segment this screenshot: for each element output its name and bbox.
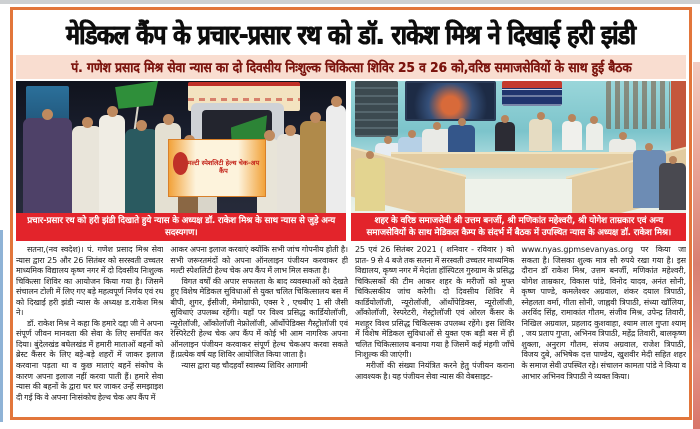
person-figure (659, 163, 686, 211)
window-shape (355, 81, 399, 137)
floor-shape (465, 179, 572, 213)
framed-picture-shape (405, 81, 496, 121)
wall-banner-shape (502, 81, 562, 106)
article-paragraph: डॉ. राकेश मिश्र ने कहा कि हमारे दद्दा जी ने अपना संपूर्ण जीवन मानवता की सेवा के लिए समर्पित कर दिया। बुंदेलखंड बघेलखंड में हमारी माताओं बहनों को ब्रेस्ट कैंसर के लिए बड़े-बड़े शहरों में जाकर इलाज करवाना पड़ता था व कुछ माताएं बहनें संकोच के कारण अपना इलाज नहीं करवा पाती हैं। हमारे सेवा न्यास की बहनों के द्वारा घर घर जाकर उन्हें समझाइश दी गई कि वे अपना निःसंकोच हेल्थ चेक अप कैंप में (16, 318, 164, 402)
person-figure (562, 121, 582, 150)
article-paragraph: विगत वर्षों की अपार सफलता के बाद व्यवस्थाओं को देखते हुए विशेष मेडिकल सुविधाओं से युक्त चलित चिकित्सालय बस में बीपी, शुगर, ईसीजी, मेमोग्राफी, एक्स रे , एचबीए 1 सी जैसी सुविधाएं उपलब्ध रहेंगी। यहाँ पर विश्व प्रसिद्ध कार्डियोलॉजी, न्यूरोलॉजी, ऑंकोलॉजी नेफ्रोलॉजी, ऑर्थोपेडिक्स गैस्ट्रोलॉजी एवं रेस्पिरेटरी हेल्थ चेक अप कैंप में कोई भी आम नागरिक अपना ऑनलाइन पंजीयन करवाकर संपूर्ण हेल्थ चेकअप करवा सकते हैं।प्रत्येक वर्ष यह शिविर आयोजित किया जाता है। (170, 276, 348, 360)
subheadline-band (16, 55, 686, 79)
person-figure (125, 129, 158, 214)
page-subheadline: पं. गणेश प्रसाद मिश्र सेवा न्यास का दो दिवसीय निःशुल्क चिकित्सा शिविर 25 व 26 को,वरिष्ठ समाजसेवियों के साथ हुई बैठक (70, 60, 632, 76)
page-headline: मेडिकल कैंप के प्रचार-प्रसार रथ को डॉ. राकेश मिश्र ने दिखाई हरी झंडी (66, 19, 636, 51)
person-figure (300, 121, 330, 214)
person-figure (23, 118, 73, 213)
person-figure (326, 105, 346, 213)
person-figure (529, 119, 552, 151)
article-body (16, 245, 686, 415)
trust-logo-shape (173, 152, 188, 174)
person-figure (586, 123, 603, 149)
photo-flagoff-night (16, 81, 346, 213)
caption-right: शहर के वरिष्ठ समाजसेवी श्री उत्तम बनर्जी, श्री मणिकांत महेश्वरी, श्री योगेश ताम्रकार एवं अन्य समाजसेवियों के साथ मेडिकल कैम्प के संदर्भ में बैठक में उपस्थित न्यास के अध्यक्ष डॉ. राकेश मिश्र। (351, 213, 686, 241)
scan-edge-top (0, 0, 700, 4)
article-column-2 (170, 245, 348, 415)
article-column-4 (521, 245, 686, 415)
article-column-3 (355, 245, 514, 415)
headline-row (16, 12, 686, 54)
city-poster-shape (606, 81, 670, 129)
curtain-shape (671, 81, 686, 150)
person-figure (72, 126, 102, 213)
scan-edge-left (0, 230, 3, 422)
green-flag-shape (115, 81, 158, 109)
figure-flagoff (16, 81, 346, 241)
clipping-frame (10, 7, 692, 420)
article-paragraph: www.nyas.gpmsevanyas.org पर किया जा सकता है। जिसका शुल्क मात्र सौ रुपये रखा गया है। इस दौरान डॉ राकेश मिश्र, उत्तम बनर्जी, मणिकांत महेश्वरी, योगेश ताम्रकार, विकास पांडे, विनोद यादव, अनंत सोनी, कृष्ण पाण्डे, कमलेश्वर अग्रवाल, शंकर दयाल त्रिपाठी, स्नेहलता वर्मा, गीता सोनी, जाह्नवी त्रिपाठी, संध्या खॉलिया, अरविंद सिंह, रामाकांत गौतम, संजीव मिश्र, उपेन्द्र तिवारी, निखिल अग्रवाल, प्रहलाद कुशवाहा, श्याम लाल गुप्ता श्याम् , जय प्रताप गुप्ता, अभिनव त्रिपाठी, महेंद्र तिवारी, बालकृष्ण शुक्ला, अनुराग गौतम, संजय अग्रवाल, राजेश त्रिपाठी, विजय दुबे, अभिषेक दत्त पाण्डेय, खुशवीर मेदी सहित शहर के समाज सेवी उपस्थित रहे। संचालन कामता पांडे ने किया व आभार अभिनव त्रिपाठी ने व्यक्त किया। (521, 245, 686, 381)
article-column-1 (16, 245, 163, 415)
caption-left: प्रचार-प्रसार रथ को हरी झंडी दिखाते हुये न्यास के अध्यक्ष डॉ. राकेश मिश्र के साथ न्यास से जुड़े अन्य सदस्यगण। (16, 213, 346, 241)
figure-meeting (351, 81, 686, 241)
person-figure (355, 158, 385, 211)
article-paragraph: आकर अपना इलाज करवाएं क्योंकि सभी जांच गोपनीय होती है।सभी जरूरतमंदों को अपना ऑनलाइन पंजीयन करवाकर ही मल्टी स्पेशलिटी हेल्थ चेक अप कैंप में लाभ मिल सकता है। (170, 245, 348, 276)
article-paragraph: 25 एवं 26 सितंबर 2021 ( शनिवार - रविवार ) को प्रात- 9 से 4 बजे तक सतना में सरस्वती उच्चतर माध्यमिक विद्यालय, कृष्ण नगर में मेदांता हॉस्पिटल गुरुग्राम के प्रसिद्ध चिकित्सकों की टीम आकर शहर के मरीजों को मुफ्त चिकित्सकीय जांच करेगी। दो दिवसीय शिविर में कार्डियोलॉजी, न्यूरोलॉजी, ऑर्थोपेडिक्स, न्यूरोलॉजी, ऑंकोलॉजी, रेस्परेटरी, गेस्ट्रोलॉजी एवं ओरल कैंसर के मशहूर विश्व प्रसिद्ध चिकित्सक उपलब्ध रहेंगे। इस शिविर में विशेष मेडिकल सुविधाओं से युक्त एक बड़ी बस में ही चलित चिकित्सालय बनाया गया है जिसमें कई मंहगी जाँचें निःशुल्क की जाएंगी। (354, 245, 515, 360)
adjacent-page-sliver (693, 62, 700, 429)
article-paragraph: मरीजों की संख्या नियंत्रित करने हेतु पंजीयन कराना आवश्यक है। यह पंजीयन सेवा न्यास की वेबसाइट- (354, 361, 515, 381)
photo-meeting-room (351, 81, 686, 213)
person-figure (495, 122, 515, 151)
campaign-banner-text: मल्टी स्पेशलिटी हेल्थ चेक-अप कैंप (187, 159, 260, 175)
photos-row (16, 81, 686, 241)
campaign-banner (168, 139, 266, 197)
article-paragraph: सतना,(नव स्वदेश)। पं. गणेश प्रसाद मिश्र सेवा न्यास द्वारा 25 और 26 सितंबर को सरस्वती उच्चतर माध्यमिक विद्यालय कृष्ण नगर में दो दिवसीय निःशुल्क चिकित्सा शिविर का आयोजन किया गया है। जिसमें संचालन टोली में लिए गए बड़े महत्वपूर्ण निर्णय एवं रथ को दिखाई हरी झंडी न्यास के अध्यक्ष ड.राकेश मिश्र ने। (16, 245, 164, 318)
person-figure (99, 115, 125, 213)
article-paragraph: न्यास द्वारा यह चौदहवाँ स्वास्थ्य शिविर आगामी (181, 361, 308, 371)
